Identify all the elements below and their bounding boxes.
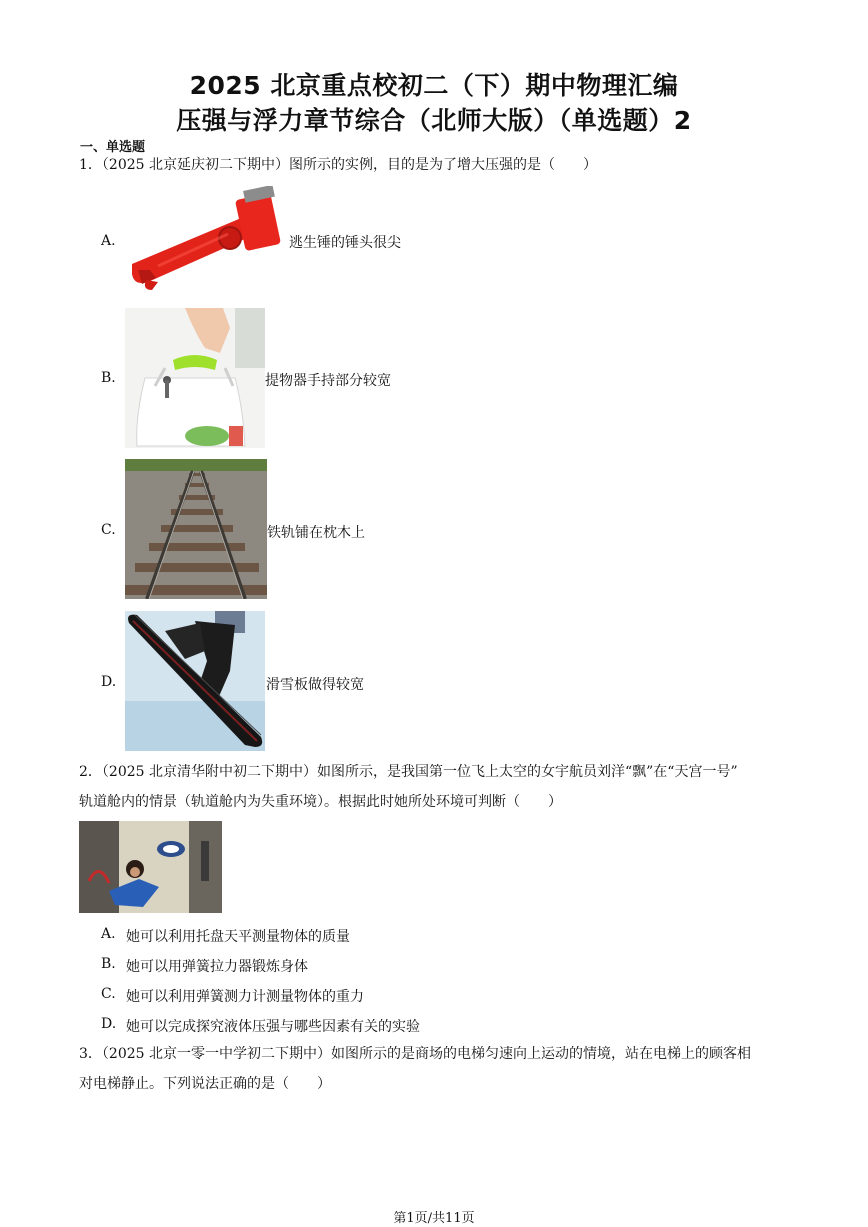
q1-option-c-label: C.: [101, 522, 116, 538]
page-number: 第1页/共11页: [393, 1211, 475, 1226]
q2-option-c-label: C.: [101, 986, 116, 1002]
astronaut-in-space-station-image: [79, 821, 222, 913]
q2-option-d-text: 她可以完成探究液体压强与哪些因素有关的实验: [126, 1019, 420, 1035]
q2-option-c-text: 她可以利用弹簧测力计测量物体的重力: [126, 989, 364, 1005]
bag-carrier-image: [125, 308, 265, 448]
page-title-line1: 2025 北京重点校初二（下）期中物理汇编: [189, 71, 679, 100]
question-2-stem-line1: 2．（2025 北京清华附中初二下期中）如图所示，是我国第一位飞上太空的女宇航员刘洋“飘”在“天宫一号”: [79, 764, 738, 780]
q1-option-a-label: A.: [101, 233, 116, 249]
section-heading: 一、单选题: [80, 140, 146, 155]
q2-option-b-label: B.: [101, 956, 116, 972]
q2-option-a-label: A.: [101, 926, 116, 942]
question-1-stem: 1．（2025 北京延庆初二下期中）图所示的实例，目的是为了增大压强的是（ ）: [79, 157, 597, 173]
q2-option-d-label: D.: [101, 1016, 117, 1032]
q1-option-c-text: 铁轨铺在枕木上: [267, 525, 365, 541]
question-3-stem-line2: 对电梯静止。下列说法正确的是（ ）: [79, 1076, 331, 1092]
question-2-stem-line2: 轨道舱内的情景（轨道舱内为失重环境）。根据此时她所处环境可判断（ ）: [79, 794, 562, 810]
q1-option-a-text: 逃生锤的锤头很尖: [289, 235, 401, 251]
q1-option-d-text: 滑雪板做得较宽: [266, 677, 364, 693]
railway-track-image: [125, 459, 267, 599]
escape-hammer-image: [128, 186, 282, 294]
q1-option-b-text: 提物器手持部分较宽: [265, 373, 391, 389]
snowboard-image: [125, 611, 265, 751]
q1-option-b-label: B.: [101, 370, 116, 386]
page-title-line2: 压强与浮力章节综合（北师大版）（单选题）2: [176, 106, 692, 135]
question-3-stem-line1: 3．（2025 北京一零一中学初二下期中）如图所示的是商场的电梯匀速向上运动的情境，站在电梯上的顾客相: [79, 1046, 751, 1062]
q2-option-a-text: 她可以利用托盘天平测量物体的质量: [126, 929, 350, 945]
q1-option-d-label: D.: [101, 674, 117, 690]
q2-option-b-text: 她可以用弹簧拉力器锻炼身体: [126, 959, 308, 975]
